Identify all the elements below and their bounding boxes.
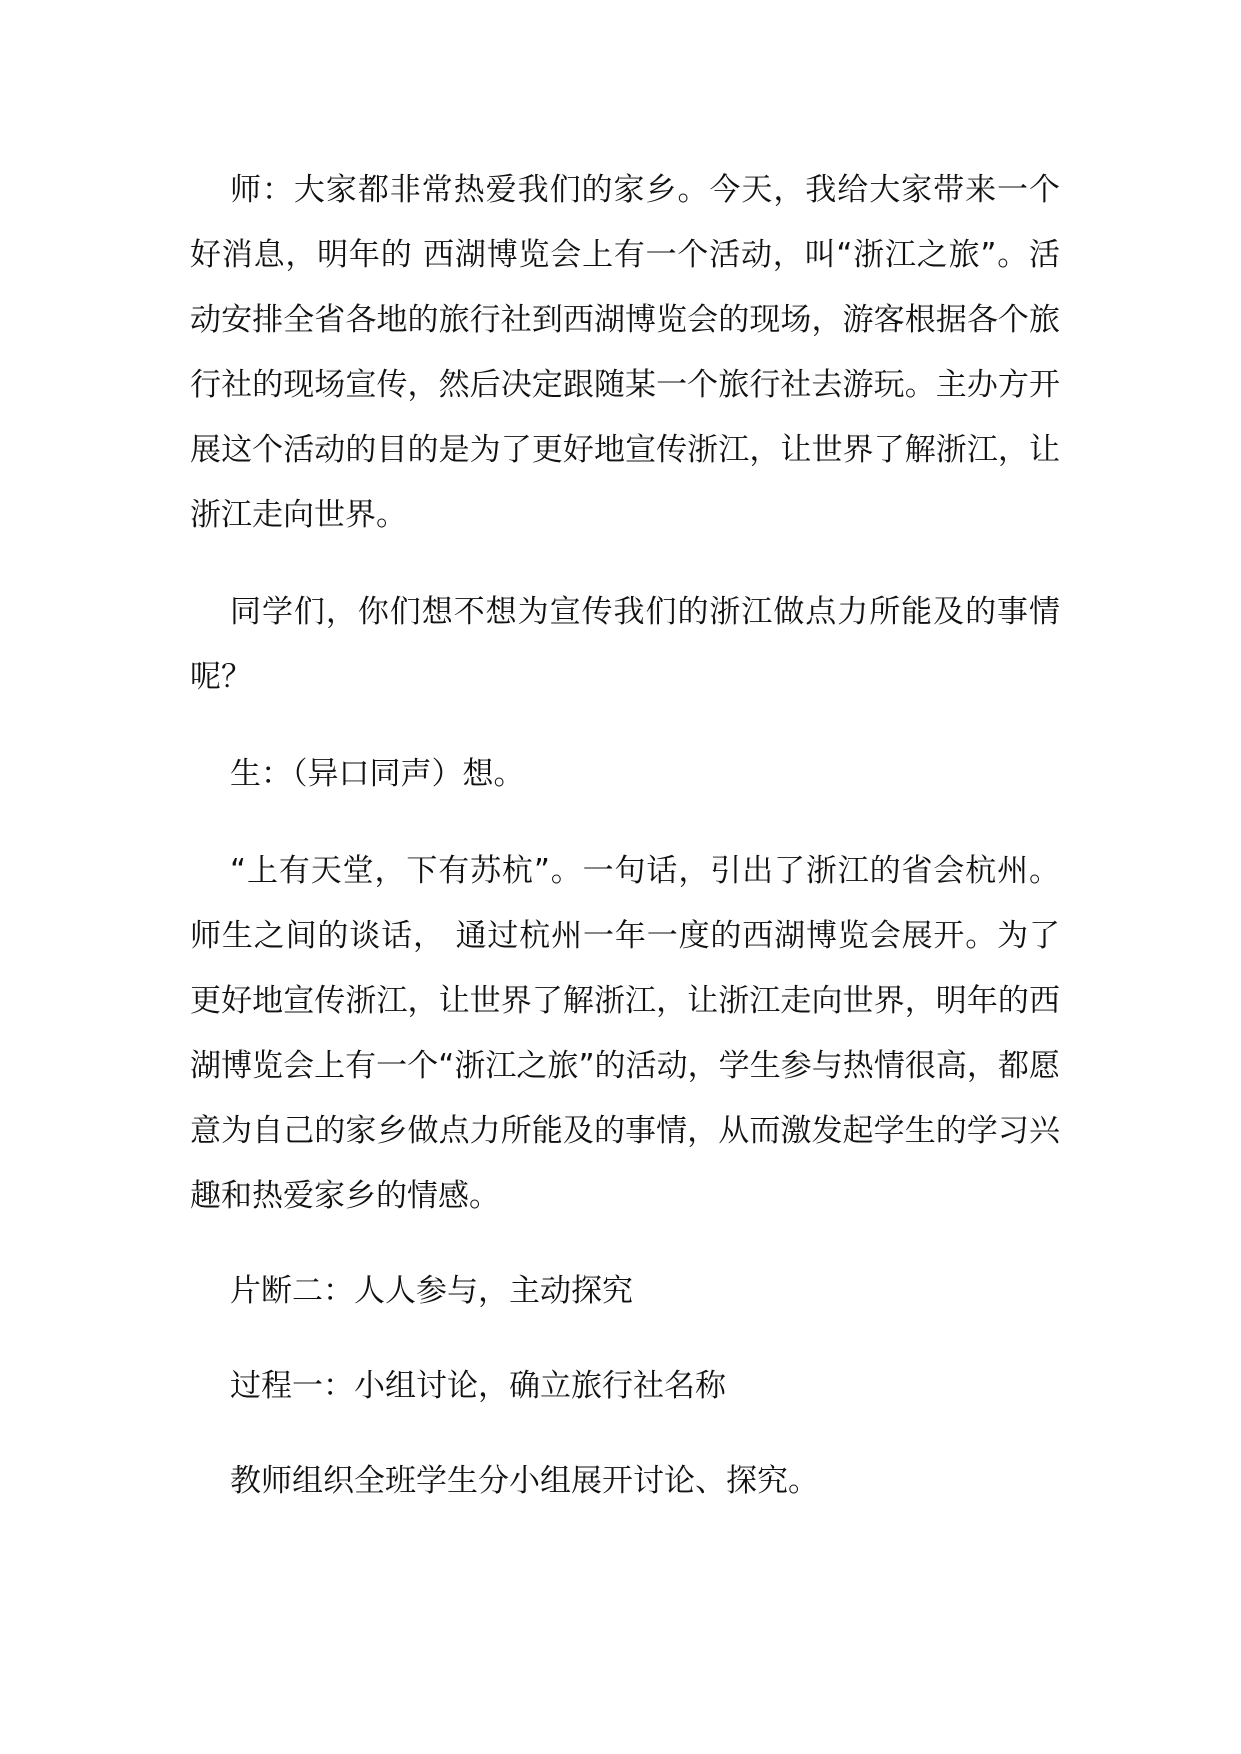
paragraph-commentary: “上有天堂，下有苏杭”。一句话，引出了浙江的省会杭州。 师生之间的谈话， 通过杭州一年一度的西湖博览会展开。为了更好地宣传浙江，让世界了解浙江，让浙江走向世界，明年的西湖博览会上有一个“浙江之旅”的活动，学生参与热情很高，都愿意为自己的家乡做点力所能及的事情，从而激发起学生的学习兴趣和热爱家乡的情感。	[190, 853, 1060, 1214]
paragraph-teacher-question: 同学们，你们想不想为宣传我们的浙江做点力所能及的事情呢？	[190, 594, 1060, 695]
paragraph-teacher-organizes: 教师组织全班学生分小组展开讨论、探究。	[230, 1463, 819, 1499]
paragraph-student-answer: 生：（异口同声）想。	[230, 756, 525, 792]
document-body	[190, 158, 1060, 1514]
subsection-heading-process-one: 过程一：小组讨论，确立旅行社名称	[230, 1368, 726, 1404]
section-heading-fragment-two: 片断二：人人参与，主动探究	[230, 1273, 633, 1309]
paragraph-teacher-intro: 师：大家都非常热爱我们的家乡。今天，我给大家带来一个好消息，明年的 西湖博览会上有一个活动，叫“浙江之旅”。活动安排全省各地的旅行社到西湖博览会的现场，游客根据各个旅行社的现场宣传，然后决定跟随某一个旅行社去游玩。主办方开展这个活动的目的是为了更好地宣传浙江，让世界了解浙江，让浙江走向世界。	[190, 172, 1060, 533]
